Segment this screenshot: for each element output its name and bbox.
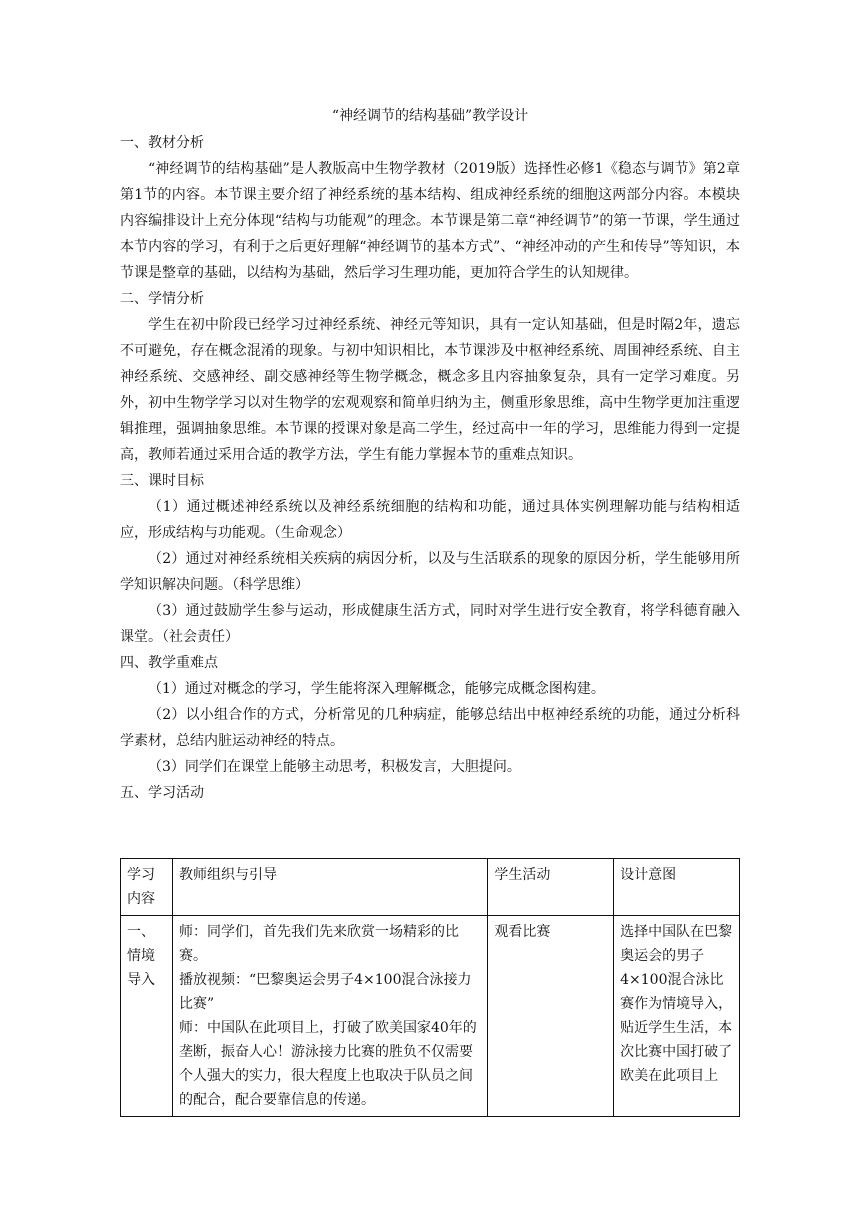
header-cell-teacher: 教师组织与引导 bbox=[172, 859, 487, 916]
section-heading-keypoints: 四、教学重难点 bbox=[120, 655, 218, 671]
table-row bbox=[121, 916, 740, 1117]
cell-student: 观看比赛 bbox=[488, 916, 614, 1117]
paragraph: （2）通过对神经系统相关疾病的病因分析，以及与生活联系的现象的原因分析，学生能够用所学知识解决问题。（科学思维） bbox=[120, 551, 740, 593]
document-title: “神经调节的结构基础”教学设计 bbox=[331, 108, 529, 124]
paragraph: （1）通过概述神经系统以及神经系统细胞的结构和功能，通过具体实例理解功能与结构相适应，形成结构与功能观。（生命观念） bbox=[120, 499, 740, 541]
header-cell-intent: 设计意图 bbox=[614, 859, 740, 916]
document-body bbox=[120, 130, 740, 806]
activity-table bbox=[120, 858, 740, 1117]
cell-intent: 选择中国队在巴黎奥运会的男子4×100混合泳比赛作为情境导入，贴近学生生活，本次比赛中国打破了欧美在此项目上 bbox=[614, 916, 740, 1117]
section-heading-goals: 三、课时目标 bbox=[120, 473, 204, 489]
paragraph: （3）同学们在课堂上能够主动思考，积极发言，大胆提问。 bbox=[148, 759, 521, 775]
paragraph: （3）通过鼓励学生参与运动，形成健康生活方式，同时对学生进行安全教育，将学科德育融入课堂。（社会责任） bbox=[120, 603, 740, 645]
teacher-line: 播放视频：“巴黎奥运会男子4×100混合泳接力比赛” bbox=[178, 972, 472, 1012]
paragraph: （2）以小组合作的方式，分析常见的几种病症，能够总结出中枢神经系统的功能，通过分析科学素材，总结内脏运动神经的特点。 bbox=[120, 707, 740, 749]
table-header-row bbox=[121, 859, 740, 916]
header-cell-student: 学生活动 bbox=[488, 859, 614, 916]
section-heading-activities: 五、学习活动 bbox=[120, 785, 204, 801]
paragraph: （1）通过对概念的学习，学生能将深入理解概念，能够完成概念图构建。 bbox=[148, 681, 605, 697]
paragraph: 学生在初中阶段已经学习过神经系统、神经元等知识，具有一定认知基础，但是时隔2年，遗忘不可避免，存在概念混淆的现象。与初中知识相比，本节课涉及中枢神经系统、周围神经系统、自主神经系统、交感神经、副交感神经等生物学概念，概念多且内容抽象复杂，具有一定学习难度。另外，初中生物学学习以对生物学的宏观观察和简单归纳为主，侧重形象思维，高中生物学更加注重逻辑推理，强调抽象思维。本节课的授课对象是高二学生，经过高中一年的学习，思维能力得到一定提高，教师若通过采用合适的教学方法，学生有能力掌握本节的重难点知识。 bbox=[120, 317, 740, 463]
teacher-line: 师：同学们，首先我们先来欣赏一场精彩的比赛。 bbox=[178, 924, 459, 964]
section-heading-analysis: 一、教材分析 bbox=[120, 135, 204, 151]
teacher-line: 师：中国队在此项目上，打破了欧美国家40年的垄断，振奋人心！游泳接力比赛的胜负不仅需要个人强大的实力，很大程度上也取决于队员之间的配合，配合要靠信息的传递。 bbox=[178, 1020, 477, 1108]
cell-content: 一、情境导入 bbox=[121, 916, 173, 1117]
header-cell-content: 学习内容 bbox=[121, 859, 173, 916]
paragraph: “神经调节的结构基础”是人教版高中生物学教材（2019版）选择性必修1《稳态与调节》第2章第1节的内容。本节课主要介绍了神经系统的基本结构、组成神经系统的细胞这两部分内容。本模块内容编排设计上充分体现“结构与功能观”的理念。本节课是第二章“神经调节”的第一节课，学生通过本节内容的学习，有利于之后更好理解“神经调节的基本方式”、“神经冲动的产生和传导”等知识，本节课是整章的基础，以结构为基础，然后学习生理功能，更加符合学生的认知规律。 bbox=[120, 161, 740, 281]
section-heading-students: 二、学情分析 bbox=[120, 291, 204, 307]
cell-teacher bbox=[172, 916, 487, 1117]
